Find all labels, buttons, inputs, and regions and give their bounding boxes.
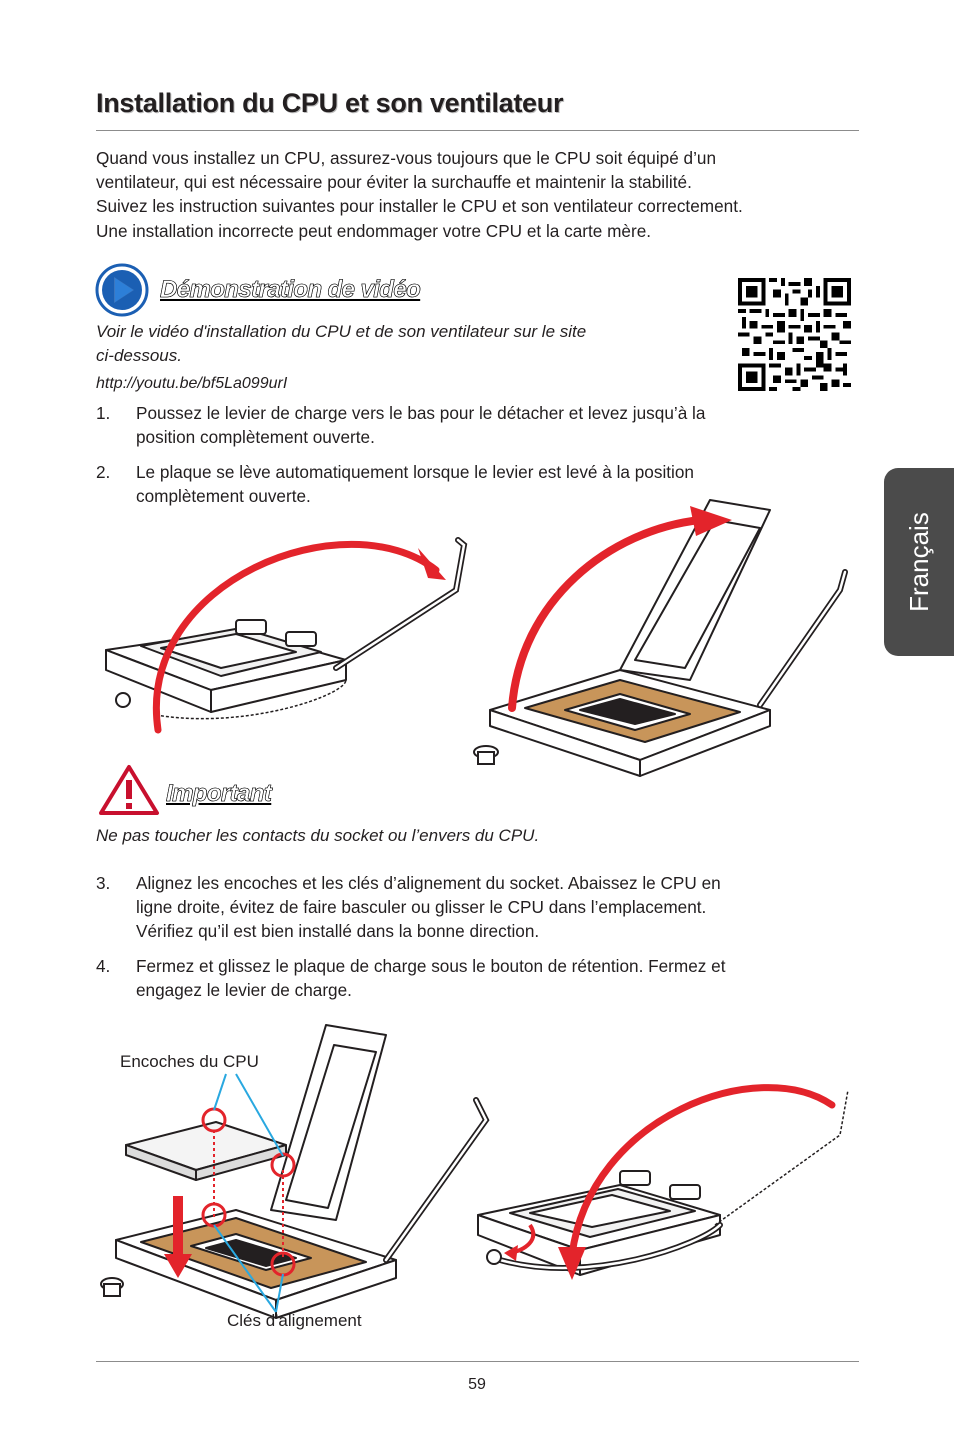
step-line: Fermez et glissez le plaque de charge sous le bouton de rétention. Fermez et <box>136 956 726 976</box>
video-description <box>96 320 586 368</box>
step-line: Vérifiez qu’il est bien installé dans la bonne direction. <box>136 921 540 942</box>
intro-line: Une installation incorrecte peut endommager votre CPU et la carte mère. <box>96 220 652 241</box>
retention-screw <box>474 746 498 764</box>
alignment-keys-label: Clés d'alignement <box>227 1311 362 1330</box>
step-line: Alignez les encoches et les clés d’alignement du socket. Abaissez le CPU en <box>136 873 721 893</box>
step-text <box>136 954 725 1002</box>
video-heading: Démonstration de vidéo <box>160 276 421 303</box>
video-url-link[interactable]: http://youtu.be/bf5La099urI <box>96 375 288 392</box>
intro-line: Quand vous installez un CPU, assurez-vous toujours que le CPU soit équipé d’un <box>96 148 717 168</box>
warning-icon <box>98 764 160 816</box>
step-number: 4. <box>96 956 111 976</box>
step-text <box>136 871 721 944</box>
step-number: 2. <box>96 462 111 482</box>
step-line: engagez le levier de charge. <box>136 980 352 1001</box>
socket-closing-illustration <box>470 1075 860 1295</box>
footer-rule <box>96 1361 859 1362</box>
important-heading: Important <box>166 780 272 807</box>
important-note: Ne pas toucher les contacts du socket ou l’envers du CPU. <box>96 826 540 845</box>
socket-illustration-plate-open <box>470 490 860 780</box>
intro-paragraph <box>96 146 866 243</box>
intro-line: Suivez les instruction suivantes pour installer le CPU et son ventilateur correctement. <box>96 196 743 217</box>
step-text <box>136 401 705 449</box>
title-rule <box>96 130 859 131</box>
socket-illustration-lever-lift <box>96 520 486 750</box>
step-line: ligne droite, évitez de faire basculer ou glisser le CPU dans l’emplacement. <box>136 897 707 918</box>
intro-line: ventilateur, qui est nécessaire pour éviter la surchauffe et maintenir la stabilité. <box>96 172 692 193</box>
step-line: Le plaque se lève automatiquement lorsque le levier est levé à la position <box>136 462 694 482</box>
page-number: 59 <box>468 1376 486 1393</box>
language-tab-label: Français <box>904 512 934 612</box>
qr-code <box>738 278 851 391</box>
step-line: complètement ouverte. <box>136 486 311 507</box>
page-title: Installation du CPU et son ventilateur <box>96 88 564 118</box>
video-desc-line: ci-dessous. <box>96 346 182 365</box>
step-number: 1. <box>96 403 111 423</box>
step-line: Poussez le levier de charge vers le bas pour le détacher et levez jusqu’à la <box>136 403 706 423</box>
retention-screw <box>101 1278 123 1296</box>
cpu-notches-label: Encoches du CPU <box>120 1052 259 1071</box>
play-icon <box>94 262 150 318</box>
step-line: position complètement ouverte. <box>136 427 375 448</box>
video-desc-line: Voir le vidéo d'installation du CPU et de son ventilateur sur le site <box>96 322 587 341</box>
language-tab <box>884 468 954 656</box>
step-number: 3. <box>96 873 111 893</box>
